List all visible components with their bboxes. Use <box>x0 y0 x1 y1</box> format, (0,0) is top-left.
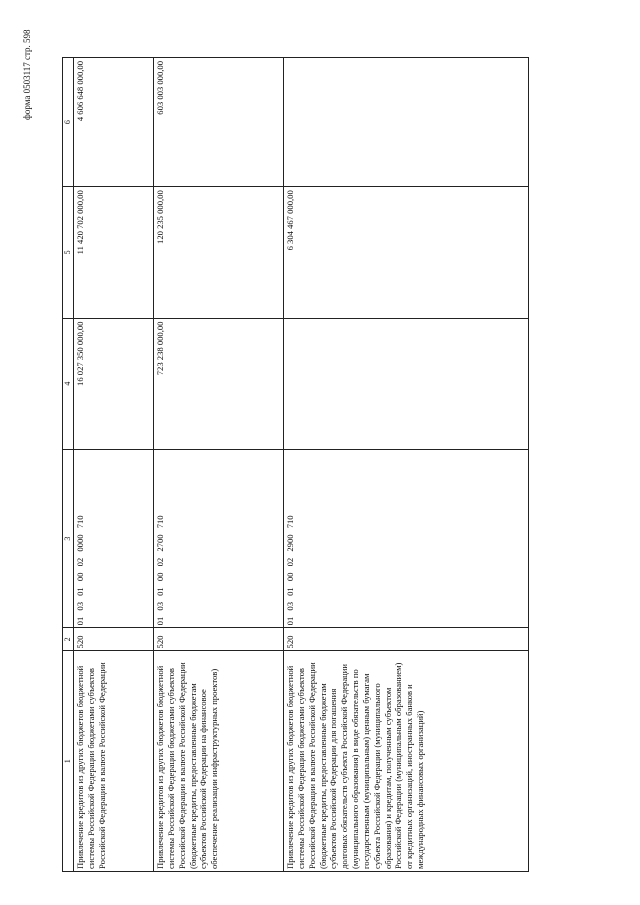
col-number-4: 4 <box>63 318 74 449</box>
table-row <box>284 58 529 872</box>
row-line-code: 520 <box>154 628 284 651</box>
row-not-executed: 603 003 000,00 <box>154 58 284 187</box>
form-label: форма 0503117 стр. 598 <box>22 29 32 120</box>
rotated-table-wrapper <box>62 57 529 872</box>
row-not-executed <box>284 58 529 187</box>
col-number-5: 5 <box>63 187 74 318</box>
row-executed: 6 304 467 000,00 <box>284 187 529 318</box>
col-number-6: 6 <box>63 58 74 187</box>
row-approved <box>284 318 529 449</box>
row-budget-code: 01 03 01 00 02 0000 710 <box>74 449 154 628</box>
row-budget-code: 01 03 01 00 02 2900 710 <box>284 449 529 628</box>
col-number-1: 1 <box>63 651 74 872</box>
row-approved: 723 238 000,00 <box>154 318 284 449</box>
budget-table <box>62 57 529 872</box>
row-line-code: 520 <box>284 628 529 651</box>
row-name: Привлечение кредитов из других бюджетов бюджетной системы Российской Федерации бюджетами субъектов Российской Федерации в валюте Российской Федерации <box>74 651 154 872</box>
row-line-code: 520 <box>74 628 154 651</box>
row-executed: 120 235 000,00 <box>154 187 284 318</box>
table-row <box>154 58 284 872</box>
col-number-2: 2 <box>63 628 74 651</box>
row-name: Привлечение кредитов из других бюджетов бюджетной системы Российской Федерации бюджетами субъектов Российской Федерации в валюте Российской Федерации (бюджетные кредиты, предоставленные бюджетам субъектов Российской Федерации на финансовое обеспечение реализации инфраструктурных проектов) <box>154 651 284 872</box>
row-executed: 11 420 702 000,00 <box>74 187 154 318</box>
row-name: Привлечение кредитов из других бюджетов бюджетной системы Российской Федерации бюджетами субъектов Российской Федерации в валюте Российской Федерации (бюджетные кредиты, предоставленные бюджетам субъектов Российской Федерации для погашения долговых обязательств субъекта Российской Федерации (муниципального образования) в виде обязательств по государственным (муниципальным) ценным бумагам субъекта Российской Федерации (муниципального образования) и кредитам, полученным субъектом Российской Федерации (муниципальным образованием) от кредитных организаций, иностранных банков и международных финансовых организаций) <box>284 651 529 872</box>
row-budget-code: 01 03 01 00 02 2700 710 <box>154 449 284 628</box>
row-approved: 16 027 350 000,00 <box>74 318 154 449</box>
column-number-row <box>63 58 74 872</box>
col-number-3: 3 <box>63 449 74 628</box>
row-not-executed: 4 606 648 000,00 <box>74 58 154 187</box>
table-row <box>74 58 154 872</box>
